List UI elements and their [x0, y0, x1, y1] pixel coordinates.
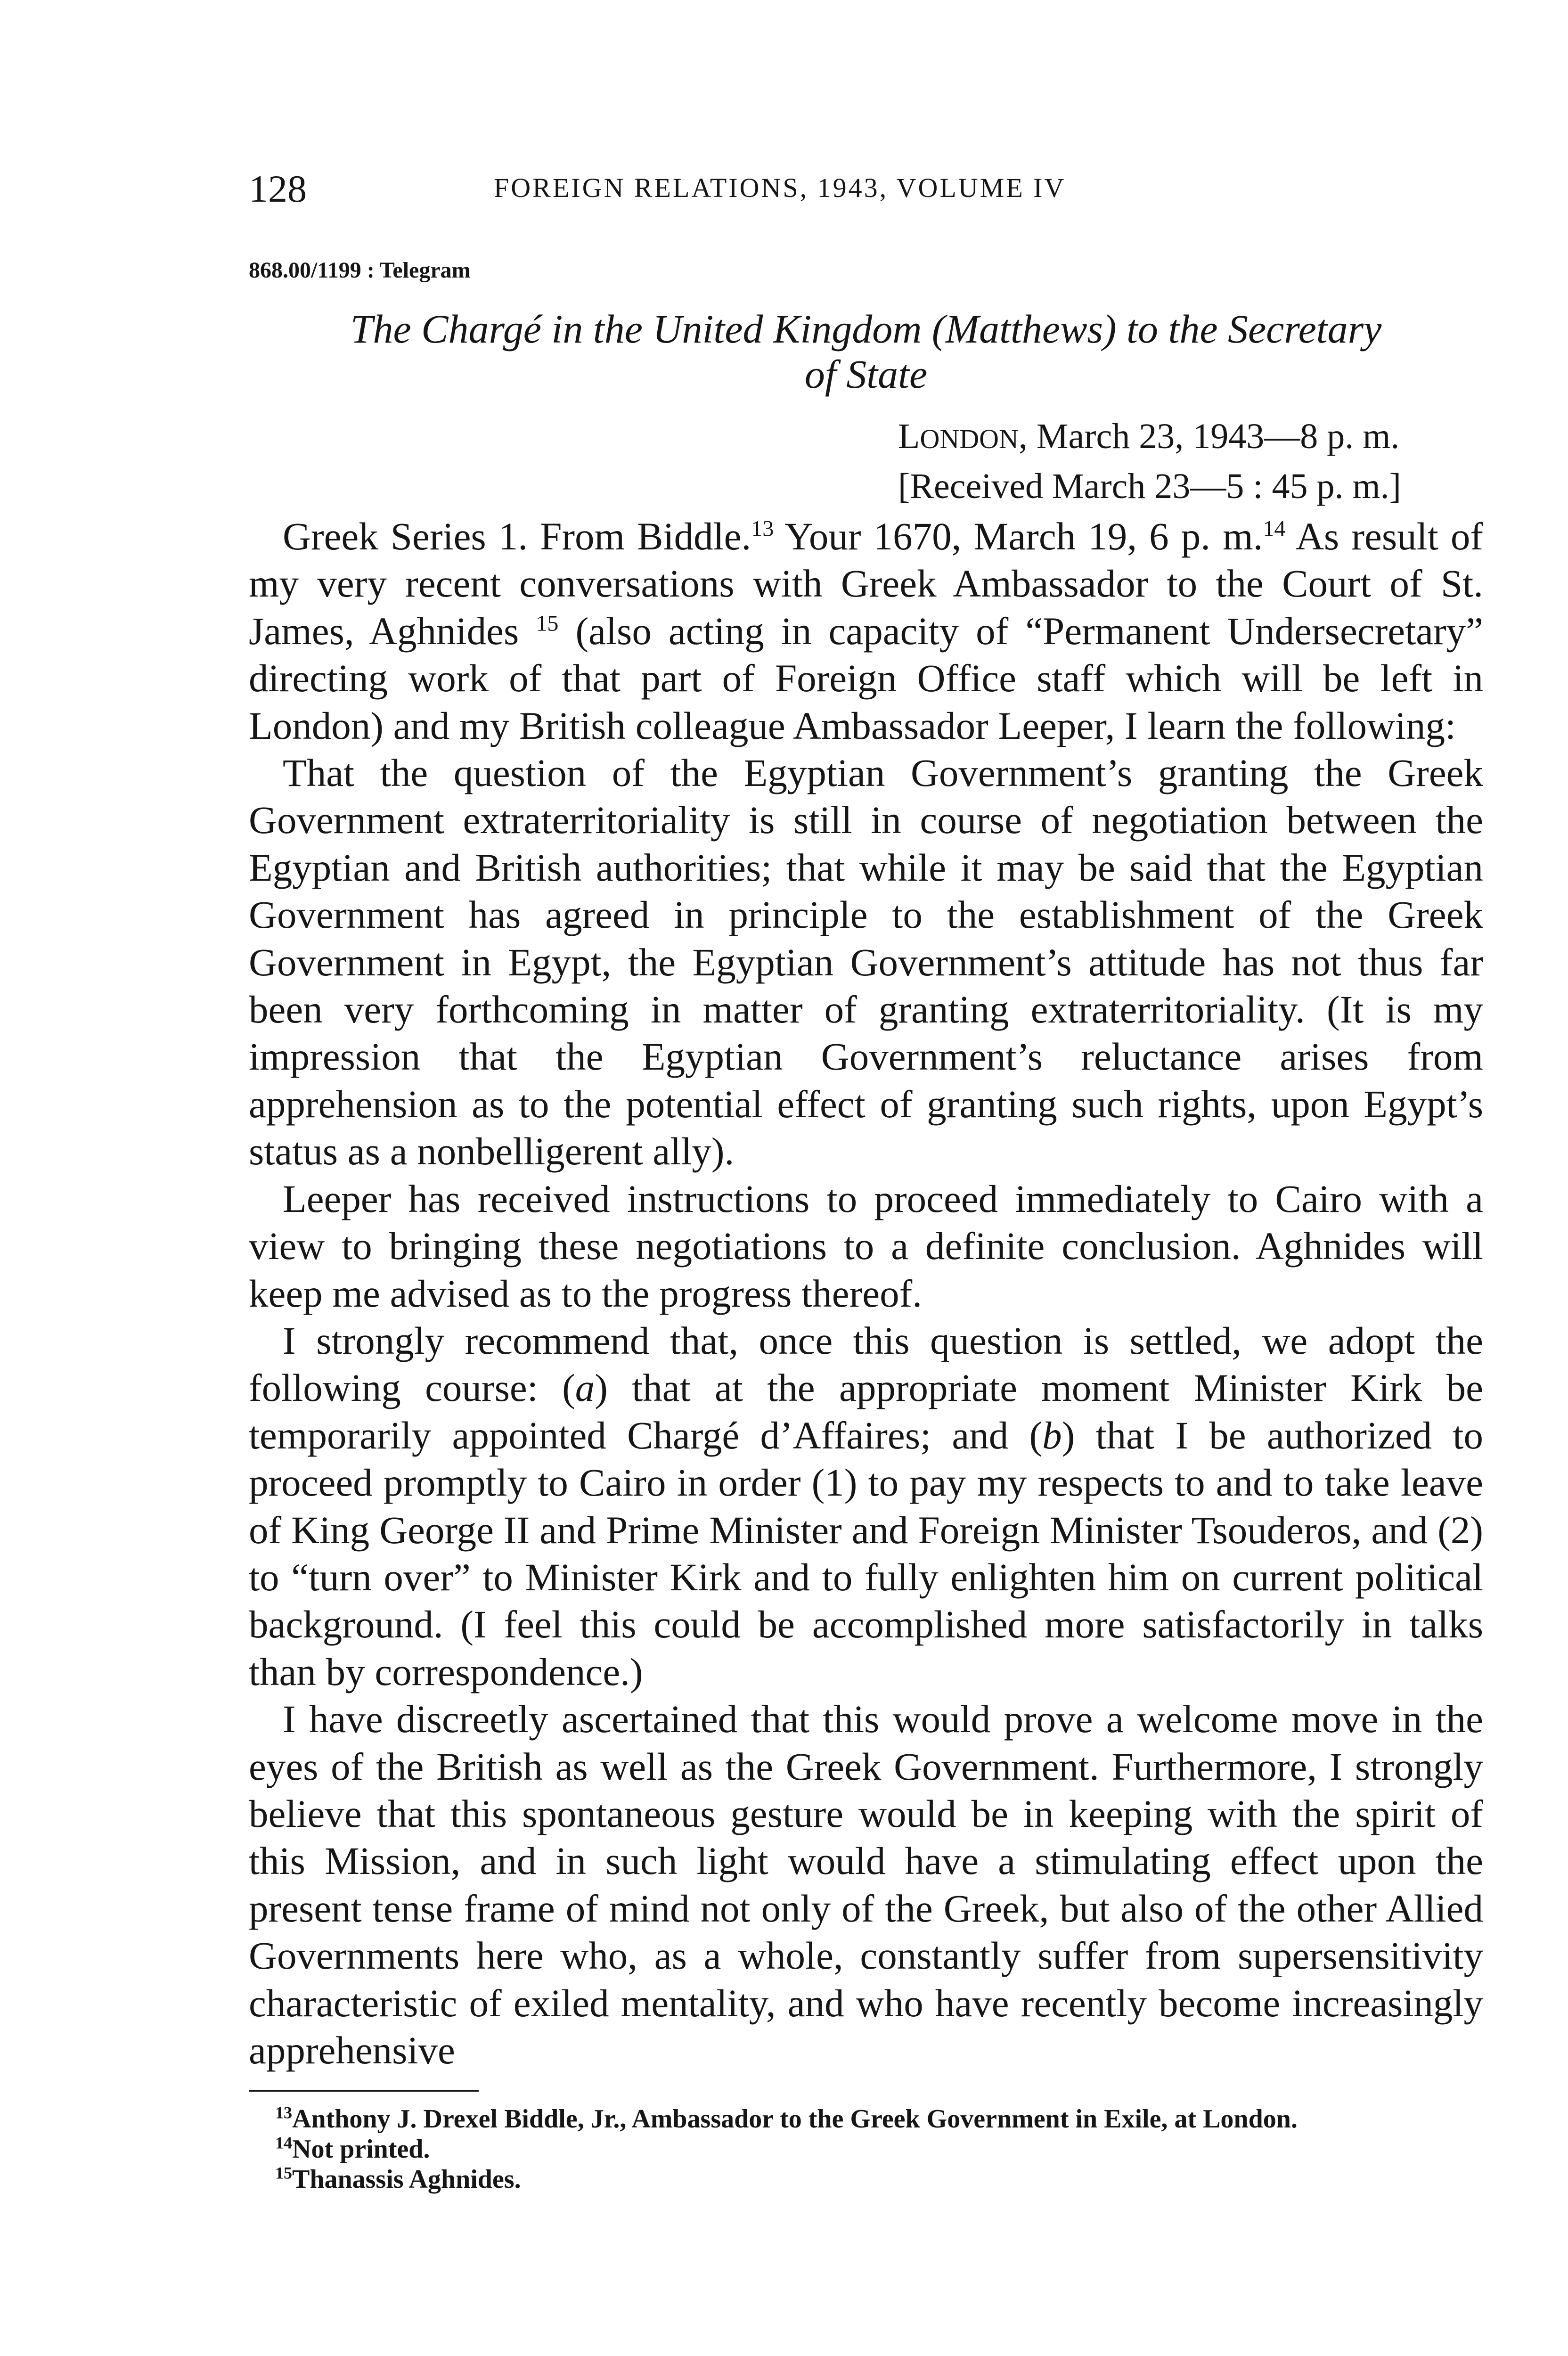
footnote-13: [249, 2104, 1483, 2134]
document-title-line-2: of State: [804, 352, 928, 397]
paragraph-4-part-c: ) that I be authorized to proceed promptly to Cairo in order (1) to pay my respects to and to take leave of King George II and Prime Minister and Foreign Minister Tsouderos, and (2) to “turn over” to Minister Kirk and to fully enlighten him on current political background. (I feel this could be accomplished more satisfactorily in talks than by correspondence.): [249, 1413, 1483, 1693]
running-header: [249, 167, 1483, 226]
paragraph-2: That the question of the Egyptian Government’s granting the Greek Government extraterritoriality is still in course of negotiation between the Egyptian and British authorities; that while it may be said that the Egyptian Government has agreed in principle to the establishment of the Greek Government in Egypt, the Egyptian Government’s attitude has not thus far been very forthcoming in matter of granting extraterritoriality. (It is my impression that the Egyptian Government’s reluctance arises from apprehension as to the potential effect of granting such rights, upon Egypt’s status as a nonbelligerent ally).: [249, 751, 1483, 1173]
paragraph-5: I have discreetly ascertained that this would prove a welcome move in the eyes of the British as well as the Greek Government. Furthermore, I strongly believe that this spontaneous gesture would be in keeping with the spirit of this Mission, and in such light would have a stimulating effect upon the present tense frame of mind not only of the Greek, but also of the other Allied Governments here who, as a whole, constantly suffer from supersensitivity characteristic of exiled mentality, and who have recently become increasingly apprehensive: [249, 1697, 1483, 2072]
paragraph-1-part-c: As result of my very recent conversations with Greek Ambassador to the Court of St. James, Aghnides: [249, 515, 1484, 653]
page-content: [249, 167, 1484, 2194]
footnote-15: [249, 2164, 1483, 2194]
paragraph-1-part-b: Your 1670, March 19, 6 p. m.: [774, 515, 1263, 558]
footnote-ref-15: 15: [536, 611, 559, 636]
footnote-divider: [249, 2090, 479, 2092]
dateline: [898, 413, 1483, 510]
paragraph-3: Leeper has received instructions to proceed immediately to Cairo with a view to bringing these negotiations to a definite conclusion. Aghnides will keep me advised as to the progress thereof.: [249, 1177, 1483, 1315]
document-title: [249, 306, 1483, 397]
item-letter-a: a: [575, 1366, 595, 1410]
running-title: FOREIGN RELATIONS, 1943, VOLUME IV: [494, 172, 1066, 203]
file-reference: 868.00/1199 : Telegram: [249, 258, 471, 283]
paragraph-4: [249, 1317, 1483, 1695]
dateline-sent-time: , March 23, 1943—8 p. m.: [1018, 417, 1400, 456]
footnote-number: 14: [275, 2133, 292, 2152]
footnote-number: 15: [275, 2163, 292, 2183]
footnote-ref-13: 13: [751, 516, 774, 541]
paragraph-4-part-a: I strongly recommend that, once this question is settled, we adopt the following course: (: [249, 1318, 1483, 1410]
footnote-ref-14: 14: [1263, 516, 1286, 541]
telegram-body: [249, 513, 1483, 2074]
paragraph-1-part-a: Greek Series 1. From Biddle.: [283, 515, 751, 558]
footnote-number: 13: [275, 2103, 292, 2122]
paragraph-4-part-b: ) that at the appropriate moment Minister Kirk be temporarily appointed Chargé d’Affaires; and (: [249, 1366, 1483, 1457]
footnote-text: Anthony J. Drexel Biddle, Jr., Ambassador to the Greek Government in Exile, at London.: [292, 2104, 1298, 2134]
item-letter-b: b: [1042, 1413, 1062, 1457]
dateline-city-rest: ONDON: [920, 424, 1019, 454]
footnote-text: Thanassis Aghnides.: [292, 2165, 521, 2194]
footnote-14: [249, 2134, 1483, 2164]
footnote-text: Not printed.: [292, 2135, 430, 2164]
document-title-line-1: The Chargé in the United Kingdom (Matthews) to the Secretary: [350, 306, 1382, 352]
footnotes: [249, 2104, 1483, 2194]
page-number: 128: [249, 167, 307, 210]
dateline-sent: [898, 413, 1483, 463]
paragraph-1-part-d: (also acting in capacity of “Permanent Undersecretary” directing work of that part of Foreign Office staff which will be left in London) and my British colleague Ambassador Leeper, I learn the following:: [249, 609, 1483, 747]
dateline-city-initial: L: [898, 417, 920, 456]
dateline-received: [Received March 23—5 : 45 p. m.]: [898, 466, 1401, 506]
paragraph-1: [249, 513, 1483, 749]
